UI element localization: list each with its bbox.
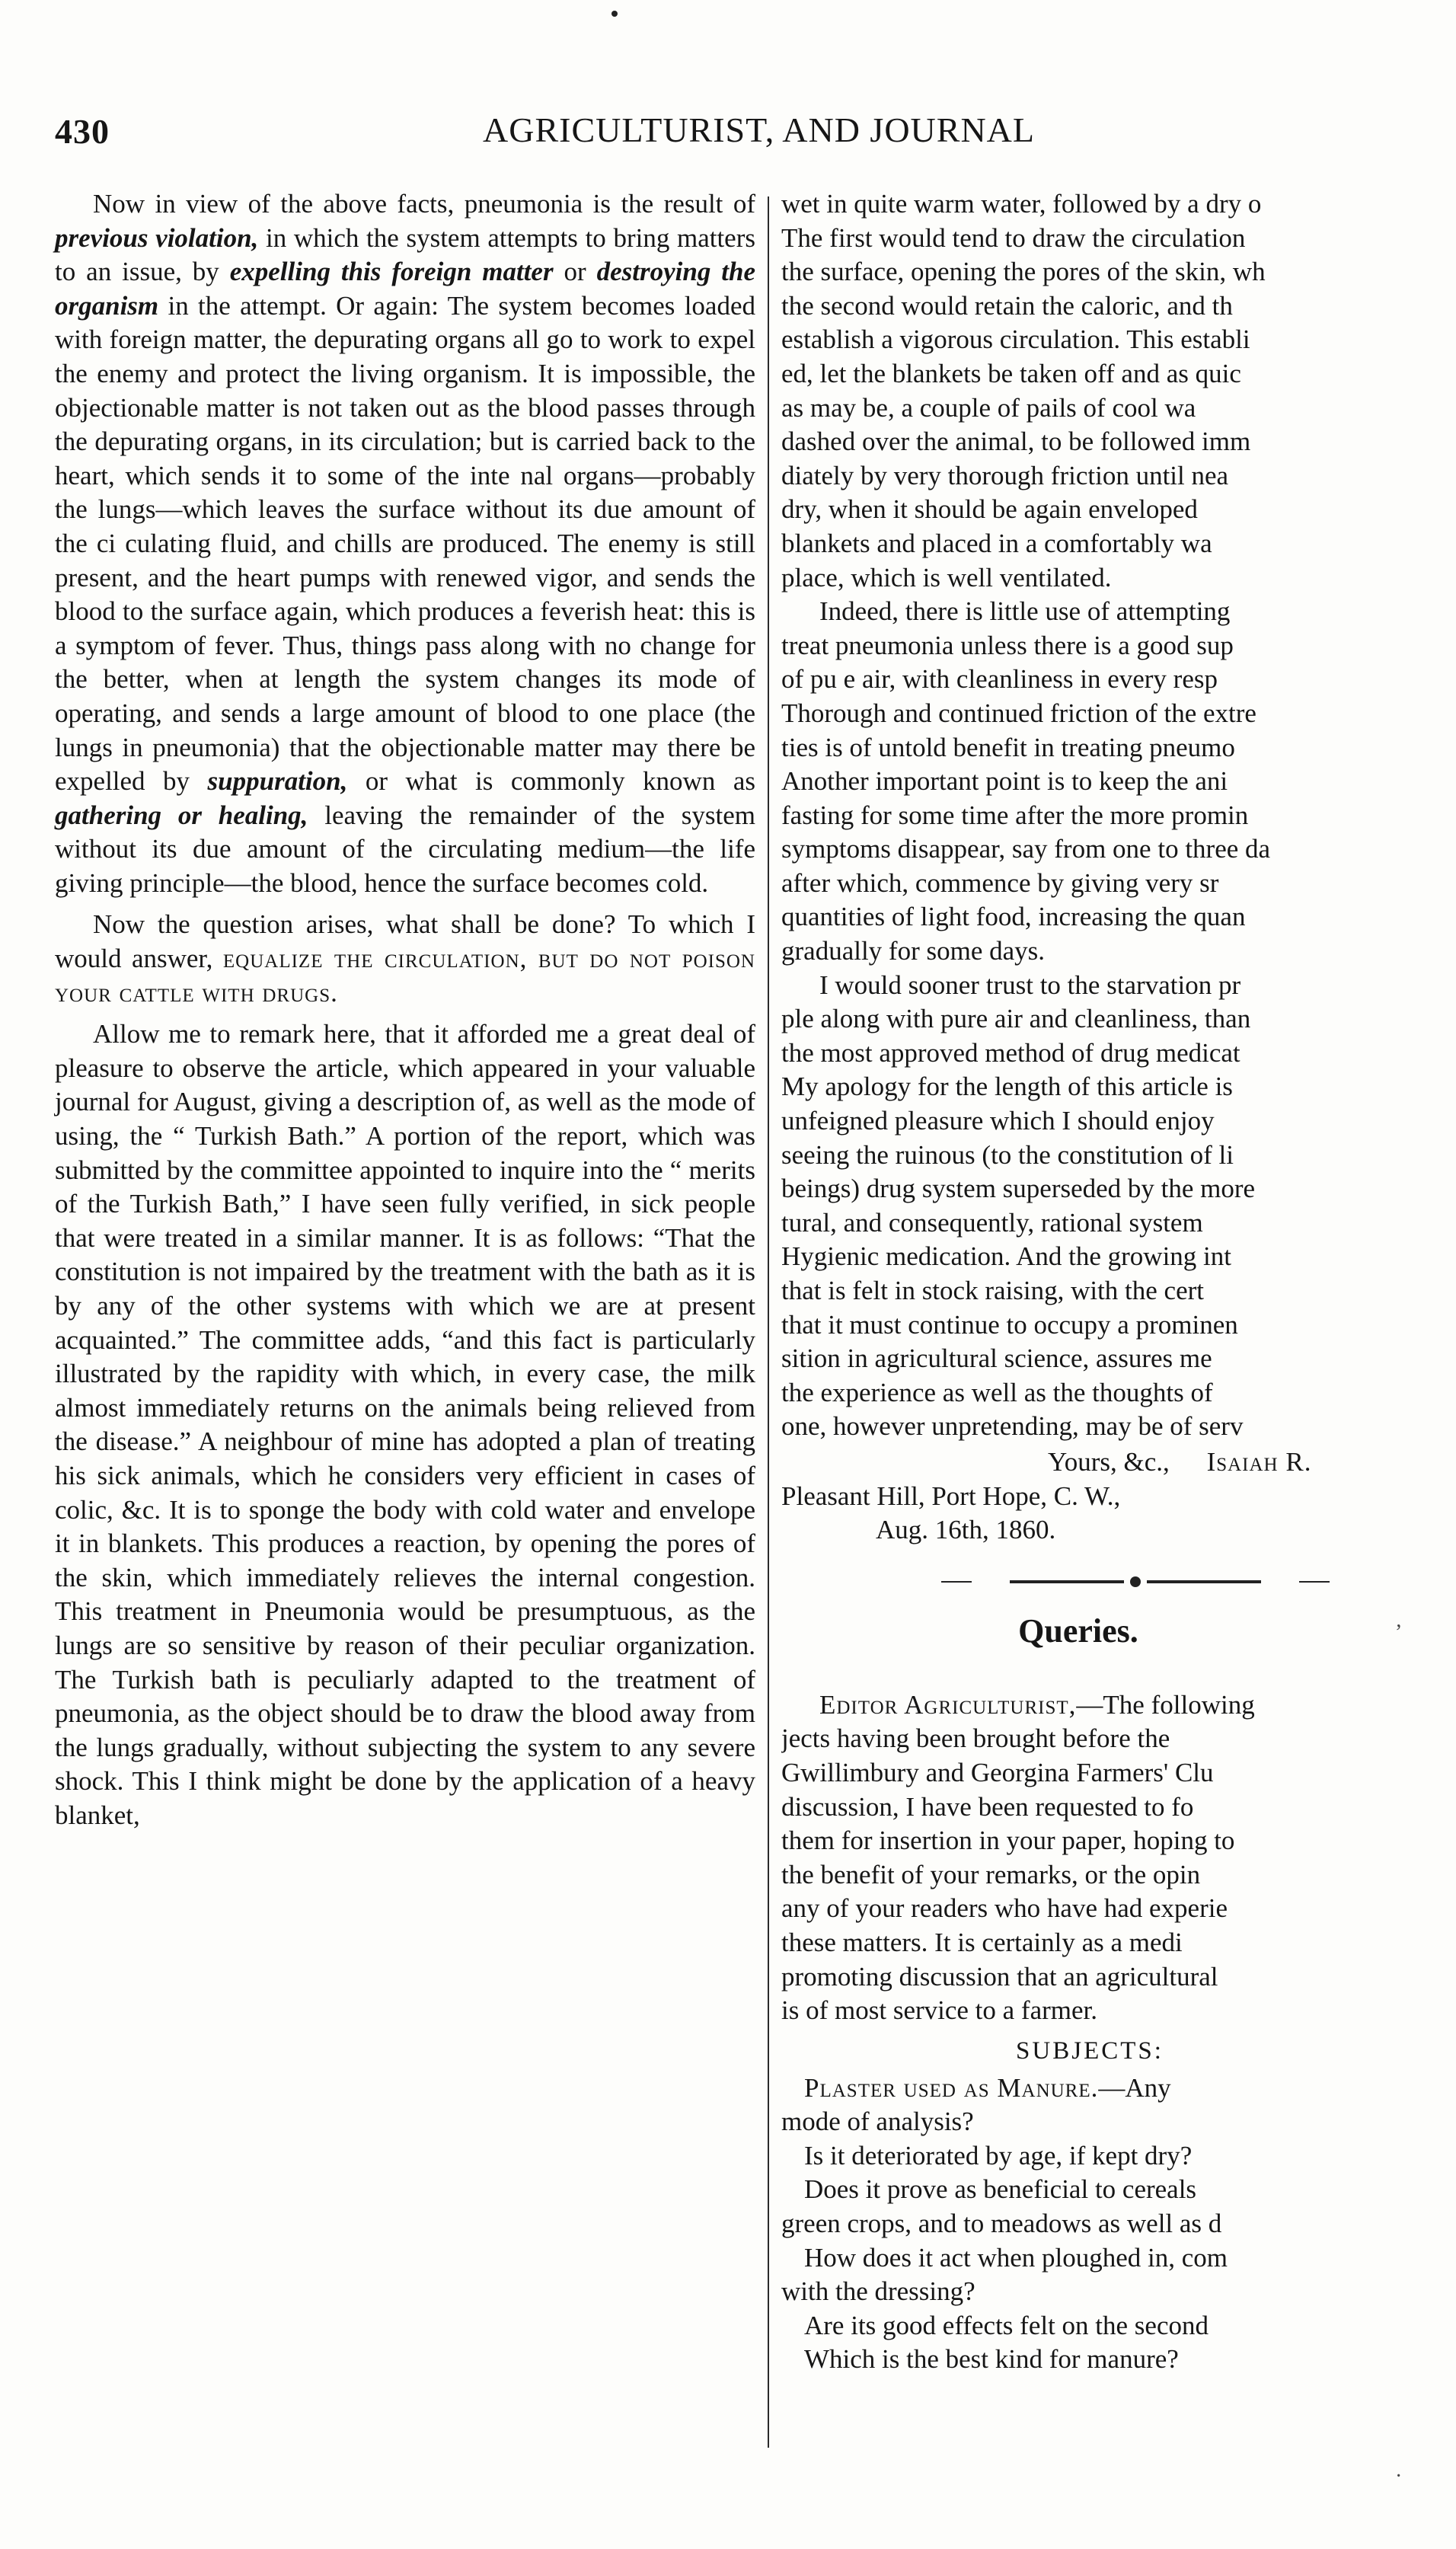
emphasis-run: destroying the organism: [55, 257, 755, 321]
signature-line: [781, 1445, 1444, 1480]
column-rule: [768, 196, 769, 2448]
left-paragraph-2: [55, 908, 755, 1010]
text-line: that is felt in stock raising, with the cert: [781, 1276, 1205, 1305]
text-line: the second would retain the caloric, and th: [781, 290, 1233, 321]
text-line: sition in agricultural science, assures me: [781, 1343, 1212, 1374]
subjects-list: [781, 2071, 1444, 2377]
text-line: these matters. It is certainly as a medi: [781, 1927, 1183, 1957]
text-line: discussion, I have been requested to fo: [781, 1791, 1194, 1822]
emphasis-run: gathering or healing,: [55, 800, 308, 830]
margin-mark: ‚: [1395, 1608, 1403, 1632]
running-title: AGRICULTURIST, AND JOURNAL: [483, 110, 1035, 149]
emphasis-run: expelling this foreign matter: [229, 257, 554, 287]
text-line: the most approved method of drug medicat: [781, 1037, 1240, 1068]
text-line: Editor Agriculturist,—The following: [819, 1689, 1255, 1720]
text-run: leaving the remainder of the system without its due amount of the circulating medium—the life giving principle—the blood, hence the surface becomes cold.: [55, 800, 755, 898]
text-line: them for insertion in your paper, hoping to: [781, 1826, 1235, 1856]
text-run: in which the system attempts to bring matters to an issue, by: [55, 222, 755, 287]
small-caps-run: equalize the circulation, but do not poison your cattle with drugs.: [55, 944, 755, 1008]
print-speck: [611, 11, 618, 17]
text-line: ties is of untold benefit in treating pneumo: [781, 732, 1235, 762]
text-line: Indeed, there is little use of attempting: [819, 596, 1231, 627]
text-line: unfeigned pleasure which I should enjoy: [781, 1106, 1215, 1136]
right-column: [781, 187, 1444, 2377]
text-line: that it must continue to occupy a prominen: [781, 1309, 1238, 1340]
text-line: ple along with pure air and cleanliness, than: [781, 1004, 1251, 1034]
signature-date: Aug. 16th, 1860.: [876, 1515, 1056, 1545]
right-paragraph-1: [781, 187, 1444, 595]
text-run: Now the question arises, what shall be done? To which I would answer,: [55, 909, 755, 974]
signature-closing: Yours, &c.,: [1048, 1446, 1170, 1477]
text-run: or: [553, 257, 597, 287]
emphasis-run: suppuration,: [207, 766, 348, 797]
right-paragraph-2: [781, 595, 1444, 969]
text-line: My apology for the length of this article is: [781, 1072, 1233, 1102]
text-run: Now in view of the above facts, pneumonia is the result of: [93, 189, 755, 219]
subject-line: Is it deteriorated by age, if kept dry?: [804, 2140, 1193, 2170]
queries-intro: [781, 1688, 1444, 2028]
text-run: or what is commonly known as: [347, 766, 755, 797]
left-column: [55, 187, 755, 1833]
text-line: I would sooner trust to the starvation pr: [819, 969, 1241, 1000]
signature-place: Pleasant Hill, Port Hope, C. W.,: [781, 1481, 1121, 1511]
ornament-dot: [1130, 1576, 1141, 1587]
text-run: in the attempt. Or again: The system becomes loaded with foreign matter, the depurating organs all go to work to expel the enemy and protect the living organism. It is impossible, the objectionable matter is not taken out as the blood passes through the depurating organs, in its circulation; but is carried back to the heart, which sends it to some of the inte nal organs—probably the lungs—which leaves the surface without its due amount of the ci culating fluid, and chills are produced. The enemy is still present, and the heart pumps with renewed vigor, and sends the blood to the surface again, which produces a feverish heat: this is a symptom of fever. Thus, things pass along with no change for the better, when at length the system changes its mode of operating, and sends a large amount of blood to one place (the lungs in pneumonia) that the objectionable matter may there be expelled by: [55, 290, 755, 797]
ornament-rule-right: [1147, 1580, 1261, 1583]
text-line: place, which is well ventilated.: [781, 562, 1112, 593]
subject-lead: Plaster used as Manure.: [804, 2072, 1099, 2103]
right-paragraph-3: [781, 969, 1444, 1444]
text-line: seeing the ruinous (to the constitution of li: [781, 1139, 1234, 1170]
text-line: one, however unpretending, may be of serv: [781, 1411, 1244, 1442]
text-line: The first would tend to draw the circulation: [781, 222, 1246, 253]
text-line: Hygienic medication. And the growing int: [781, 1241, 1232, 1272]
text-line: Gwillimbury and Georgina Farmers' Clu: [781, 1757, 1214, 1787]
section-title: Queries.: [1018, 1611, 1138, 1650]
subject-line: Which is the best kind for manure?: [804, 2344, 1179, 2375]
text-line: dashed over the animal, to be followed imm: [781, 426, 1251, 457]
subjects-heading: SUBJECTS:: [1016, 2036, 1164, 2065]
subject-line: Are its good effects felt on the second: [804, 2310, 1209, 2340]
text-line: wet in quite warm water, followed by a dry o: [781, 189, 1262, 219]
text-line: diately by very thorough friction until nea: [781, 460, 1229, 490]
signature-block: [781, 1445, 1444, 1548]
margin-mark: ·: [1395, 2464, 1403, 2488]
subject-line: How does it act when ploughed in, com: [804, 2242, 1228, 2273]
text-line: beings) drug system superseded by the more: [781, 1174, 1256, 1204]
page-number: 430: [55, 112, 110, 151]
ornament-stroke-right: [1299, 1581, 1330, 1583]
text-line: Another important point is to keep the ani: [781, 766, 1228, 797]
text-line: treat pneumonia unless there is a good sup: [781, 630, 1234, 660]
text-line: of pu e air, with cleanliness in every resp: [781, 664, 1218, 695]
text-line: the experience as well as the thoughts of: [781, 1377, 1213, 1407]
text-line: the benefit of your remarks, or the opin: [781, 1859, 1201, 1889]
text-line: gradually for some days.: [781, 936, 1046, 966]
subject-rest: —Any: [1098, 2072, 1171, 2103]
subject-line: [781, 2071, 1444, 2106]
text-line: tural, and consequently, rational system: [781, 1207, 1203, 1238]
section-ornament: [781, 1567, 1444, 1598]
text-line: the surface, opening the pores of the skin, wh: [781, 257, 1266, 287]
subject-line: Does it prove as beneficial to cereals: [804, 2174, 1197, 2205]
ornament-rule-left: [1010, 1580, 1124, 1583]
subject-line: mode of analysis?: [781, 2107, 974, 2137]
text-line: is of most service to a farmer.: [781, 1995, 1098, 2026]
text-line: establish a vigorous circulation. This establi: [781, 324, 1250, 355]
text-line: dry, when it should be again enveloped: [781, 494, 1198, 525]
subject-line: with the dressing?: [781, 2276, 975, 2307]
text-run: Allow me to remark here, that it afforded me a great deal of pleasure to observe the article, which appeared in your valuable journal for August, giving a description of, as well as the mode of using, the “ Turkish Bath.” A portion of the report, which was submitted by the committee appointed to inquire into the “ merits of the Turkish Bath,” I have seen fully verified, in sick people that were treated in a similar manner. It is as follows: “That the constitution is not impaired by the treatment with the bath as it is by any of the other systems with which we are at present acquainted.” The committee adds, “and this fact is particularly illustrated by the rapidity with which, in every case, the milk almost immediately returns on the animals being relieved from the disease.” A neighbour of mine has adopted a plan of treating his sick animals, which he considers very efficient in cases of colic, &c. It is to sponge the body with cold water and envelope it in blankets. This produces a reaction, by opening the pores of the skin, which immediately relieves the internal congestion. This treatment in Pneumonia would be presumptuous, as the lungs are so sensitive by reason of their peculiar organization. The Turkish bath is peculiarly adapted to the treatment of pneumonia, as the object should be to draw the blood away from the lungs gradually, without subjecting the system to any severe shock. This I think might be done by the application of a heavy blanket,: [55, 1019, 755, 1830]
text-line: ed, let the blankets be taken off and as quic: [781, 358, 1241, 388]
text-line: jects having been brought before the: [781, 1723, 1170, 1754]
signature-name: Isaiah R.: [1206, 1446, 1312, 1477]
text-line: as may be, a couple of pails of cool wa: [781, 392, 1196, 423]
text-line: promoting discussion that an agricultural: [781, 1961, 1218, 1992]
text-line: quantities of light food, increasing the quan: [781, 902, 1246, 932]
text-line: symptoms disappear, say from one to three da: [781, 834, 1271, 864]
ornament-stroke-left: [941, 1581, 972, 1583]
left-paragraph-1: [55, 187, 755, 900]
emphasis-run: previous violation,: [55, 222, 259, 253]
text-line: any of your readers who have had experie: [781, 1893, 1228, 1924]
subject-line: green crops, and to meadows as well as d: [781, 2209, 1222, 2239]
text-line: blankets and placed in a comfortably wa: [781, 528, 1212, 558]
left-paragraph-3: [55, 1017, 755, 1832]
text-line: after which, commence by giving very sr: [781, 867, 1219, 898]
text-line: fasting for some time after the more promin: [781, 800, 1249, 830]
text-line: Thorough and continued friction of the extre: [781, 698, 1256, 728]
